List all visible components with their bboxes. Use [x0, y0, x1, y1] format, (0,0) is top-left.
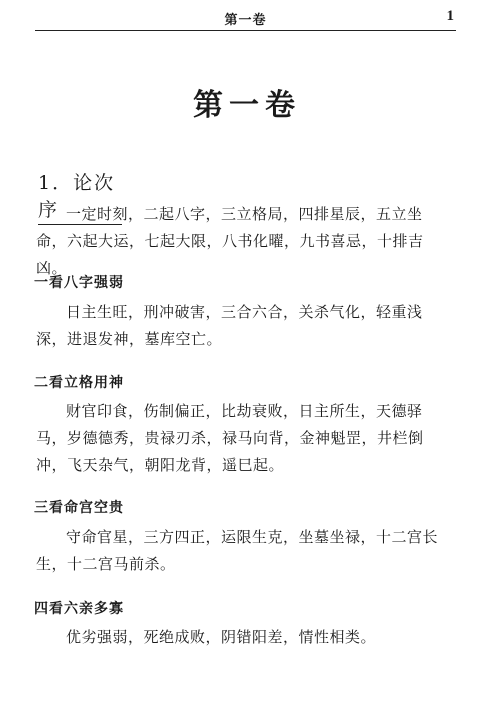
subsection-text-1: 日主生旺，刑冲破害，三合六合，关杀气化，轻重浅深，进退发神，墓库空亡。 — [36, 303, 423, 348]
running-header-title: 第一卷 — [224, 13, 267, 28]
volume-title: 第一卷 — [193, 88, 301, 123]
subsection-heading-3: 三看命宫空贵 — [34, 500, 124, 516]
subsection-heading-1: 一看八字强弱 — [34, 275, 124, 291]
subsection-heading-4: 四看六亲多寡 — [34, 601, 124, 617]
subsection-text-3: 守命官星，三方四正，运限生克，坐墓坐禄，十二宫长生，十二宫马前杀。 — [36, 528, 439, 573]
running-header — [35, 6, 456, 31]
page-number: 1 — [446, 8, 454, 24]
subsection-heading-2: 二看立格用神 — [34, 375, 124, 391]
subsection-text-4: 优劣强弱，死绝成败，阴错阳差，情性相类。 — [66, 628, 377, 646]
subsection-text-2: 财官印食，伤制偏正，比劫衰败，日主所生，天德驿马，岁德德秀，贵禄刃杀，禄马向背，金神魁罡，井栏倒冲，飞天杂气，朝阳龙背，遥巳起。 — [36, 402, 424, 474]
section-intro-paragraph: 一定时刻，二起八字，三立格局，四排星辰，五立坐命，六起大运，七起大限，八书化曜，九书喜忌，十排吉凶。 — [36, 205, 424, 277]
section-title: 1．论次序 — [38, 168, 122, 225]
